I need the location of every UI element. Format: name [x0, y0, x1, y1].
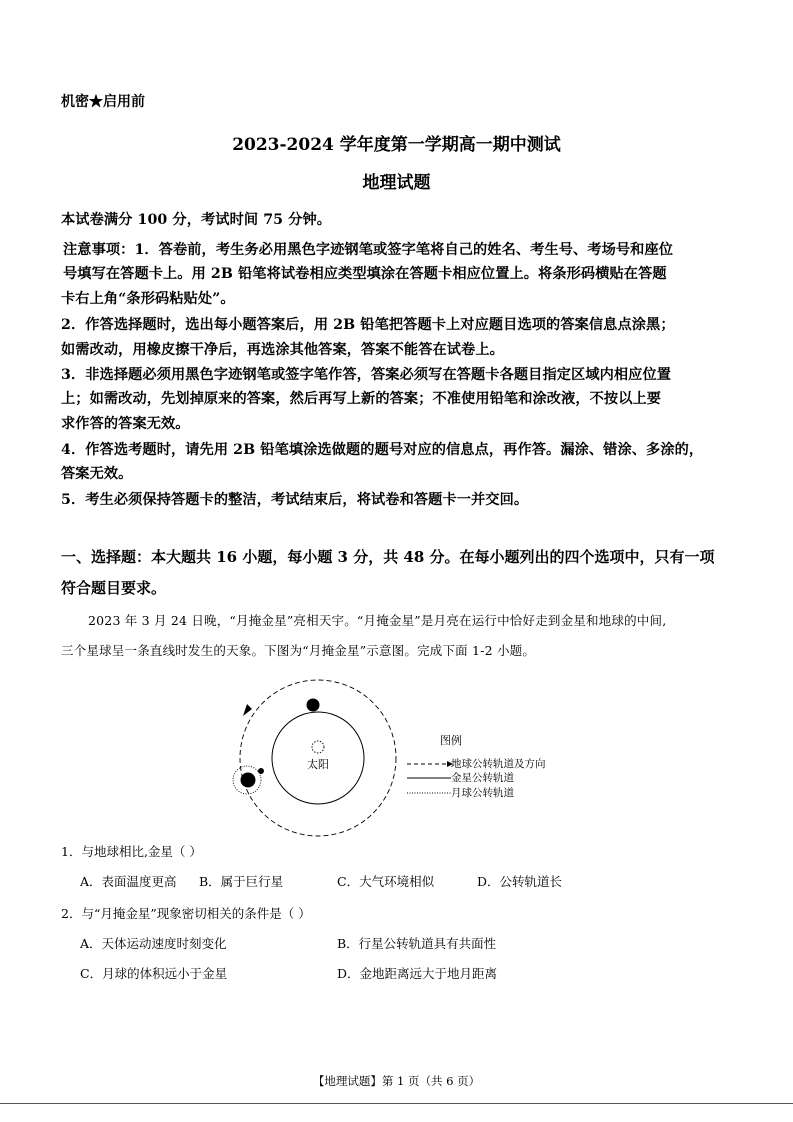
q1-option-d: D．公转轨道长: [477, 874, 563, 889]
orbit-direction-arrow-icon: [243, 704, 252, 716]
question-1-stem: 1．与地球相比,金星（ ）: [61, 844, 202, 859]
sun-icon: [312, 741, 324, 753]
venus-icon: [307, 699, 320, 712]
q1-option-b: B．属于巨行星: [199, 874, 284, 889]
instruction-line: 上；如需改动，先划掉原来的答案，然后再写上新的答案；不准使用铅笔和涂改液，不按以上要: [61, 391, 662, 407]
instruction-line: 4．作答选考题时，请先用 2B 铅笔填涂选做题的题号对应的信息点，再作答。漏涂、错涂、多涂的，: [61, 442, 704, 458]
legend-title: 图例: [440, 734, 462, 747]
sun-label: 太阳: [307, 758, 329, 771]
confidential-label: 机密★启用前: [61, 94, 145, 110]
instruction-line: 注意事项：1．答卷前，考生务必用黑色字迹钢笔或签字笔将自己的姓名、考生号、考场号和座位: [63, 242, 674, 258]
legend-item-earth-orbit: 地球公转轨道及方向: [451, 758, 546, 770]
q1-option-c: C．大气环境相似: [337, 874, 435, 889]
question-2-stem: 2．与“月掩金星”现象密切相关的条件是（ ）: [61, 906, 311, 921]
material-text: 2023 年 3 月 24 日晚，“月掩金星”亮相天宇。“月掩金星”是月亮在运行中恰好走到金星和地球的中间,: [88, 613, 667, 628]
exam-title: 2023-2024 学年度第一学期高一期中测试: [232, 135, 561, 155]
q2-option-c: C．月球的体积远小于金星: [80, 966, 228, 981]
material-text: 三个星球呈一条直线时发生的天象。下图为“月掩金星”示意图。完成下面 1-2 小题。: [61, 643, 536, 658]
instruction-line: 求作答的答案无效。: [61, 416, 190, 432]
instruction-line: 2．作答选择题时，选出每小题答案后，用 2B 铅笔把答题卡上对应题目选项的答案信息点涂黑；: [61, 317, 675, 333]
moon-icon: [258, 768, 264, 774]
earth-icon: [241, 773, 256, 788]
instruction-line: 3．非选择题必须用黑色字迹钢笔或签字笔作答，答案必须写在答题卡各题目指定区域内相应位置: [61, 367, 672, 383]
legend-item-venus-orbit: 金星公转轨道: [451, 772, 514, 784]
section-heading: 一、选择题：本大题共 16 小题，每小题 3 分，共 48 分。在每小题列出的四个选项中，只有一项: [61, 548, 715, 566]
bottom-rule: [0, 1103, 793, 1104]
instruction-line: 5．考生必须保持答题卡的整洁，考试结束后，将试卷和答题卡一并交回。: [61, 492, 529, 508]
q2-option-b: B．行星公转轨道具有共面性: [337, 936, 497, 951]
q2-option-d: D．金地距离远大于地月距离: [337, 966, 498, 981]
q2-option-a: A．天体运动速度时刻变化: [80, 936, 227, 951]
q1-option-a: A．表面温度更高: [80, 874, 177, 889]
page-footer: 【地理试题】第 1 页（共 6 页）: [312, 1074, 481, 1088]
instruction-line: 号填写在答题卡上。用 2B 铅笔将试卷相应类型填涂在答题卡相应位置上。将条形码横贴在答题: [63, 266, 667, 282]
legend-item-moon-orbit: 月球公转轨道: [451, 787, 514, 799]
score-time-line: 本试卷满分 100 分，考试时间 75 分钟。: [61, 212, 332, 228]
instruction-line: 答案无效。: [61, 466, 133, 482]
instruction-line: 如需改动，用橡皮擦干净后，再选涂其他答案，答案不能答在试卷上。: [61, 342, 504, 358]
instruction-line: 卡右上角“条形码粘贴处”。: [61, 291, 235, 307]
subject-title: 地理试题: [362, 173, 431, 193]
section-heading-cont: 符合题目要求。: [61, 579, 167, 597]
venus-occultation-diagram: [225, 662, 555, 837]
